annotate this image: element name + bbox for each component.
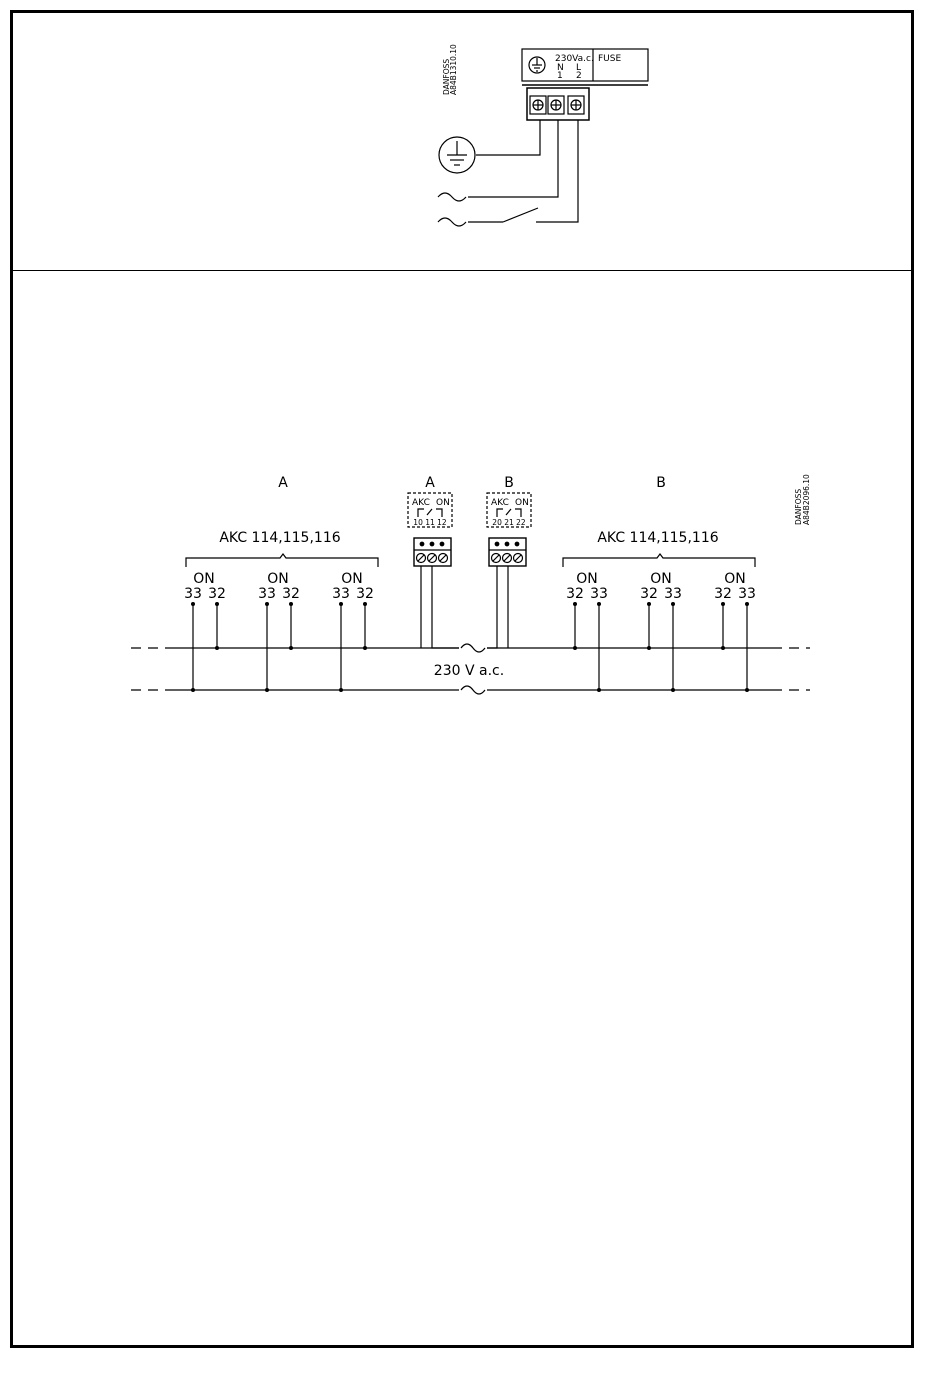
brace-a <box>186 554 378 567</box>
ac-wave-icon <box>438 218 466 226</box>
drops-group-a <box>193 604 365 690</box>
on-label: ON <box>267 571 289 587</box>
voltage-label: 230Va.c. <box>555 54 594 64</box>
relay-a <box>408 475 459 648</box>
terminal-33: 33 <box>332 586 350 602</box>
terminal-32: 32 <box>714 586 732 602</box>
relay-contact-icon <box>418 509 442 517</box>
ground-icon-label <box>529 57 545 73</box>
terminal-33: 33 <box>258 586 276 602</box>
supply-voltage-label: 230 V a.c. <box>433 663 505 679</box>
l-label: L <box>576 63 582 73</box>
relay-a-terminals: 10 11 12 <box>413 518 447 527</box>
ground-icon <box>439 137 475 173</box>
terminal-32: 32 <box>640 586 658 602</box>
terminal-33: 33 <box>738 586 756 602</box>
bottom-akc-wiring <box>131 474 811 694</box>
top-drawing-vendor: DANFOSS <box>442 58 451 95</box>
ac-wave-icon <box>438 193 466 201</box>
controller-label-a: AKC 114,115,116 <box>219 530 341 546</box>
bottom-drawing-code: A84B2096.10 <box>802 474 811 525</box>
relay-b-heading: B <box>504 475 514 491</box>
ground-wire <box>476 120 540 155</box>
terminal-32: 32 <box>566 586 584 602</box>
n-label: N <box>557 63 564 73</box>
relay-a-akc: AKC <box>412 498 430 508</box>
relay-b-akc: AKC <box>491 498 509 508</box>
group-a-heading: A <box>278 475 288 491</box>
bottom-drawing-vendor: DANFOSS <box>794 488 803 525</box>
terminal-33: 33 <box>184 586 202 602</box>
l-number: 2 <box>576 71 582 81</box>
relay-a-heading: A <box>425 475 435 491</box>
relay-b-on: ON <box>515 498 529 508</box>
drops-group-b <box>575 604 747 690</box>
relay-a-on: ON <box>436 498 450 508</box>
on-label: ON <box>193 571 215 587</box>
terminal-32: 32 <box>282 586 300 602</box>
on-label: ON <box>576 571 598 587</box>
relay-contact-icon <box>497 509 521 517</box>
controller-label-b: AKC 114,115,116 <box>597 530 719 546</box>
live-wire <box>536 120 578 222</box>
top-drawing-code: A84B1310.10 <box>449 44 458 95</box>
group-b-heading: B <box>656 475 666 491</box>
fuse-label: FUSE <box>598 54 622 64</box>
n-number: 1 <box>557 71 563 81</box>
brace-b <box>563 554 755 567</box>
on-label: ON <box>650 571 672 587</box>
terminal-block <box>527 88 589 120</box>
terminal-32: 32 <box>208 586 226 602</box>
on-label: ON <box>341 571 363 587</box>
terminal-32: 32 <box>356 586 374 602</box>
switch-icon <box>503 208 538 222</box>
neutral-wire <box>468 120 558 197</box>
terminal-33: 33 <box>664 586 682 602</box>
supply-line-bottom <box>131 686 810 694</box>
relay-b <box>487 475 531 648</box>
terminal-33: 33 <box>590 586 608 602</box>
supply-line-top <box>131 644 810 652</box>
top-power-connection <box>438 44 648 226</box>
on-label: ON <box>724 571 746 587</box>
relay-b-terminals: 20 21 22 <box>492 518 526 527</box>
